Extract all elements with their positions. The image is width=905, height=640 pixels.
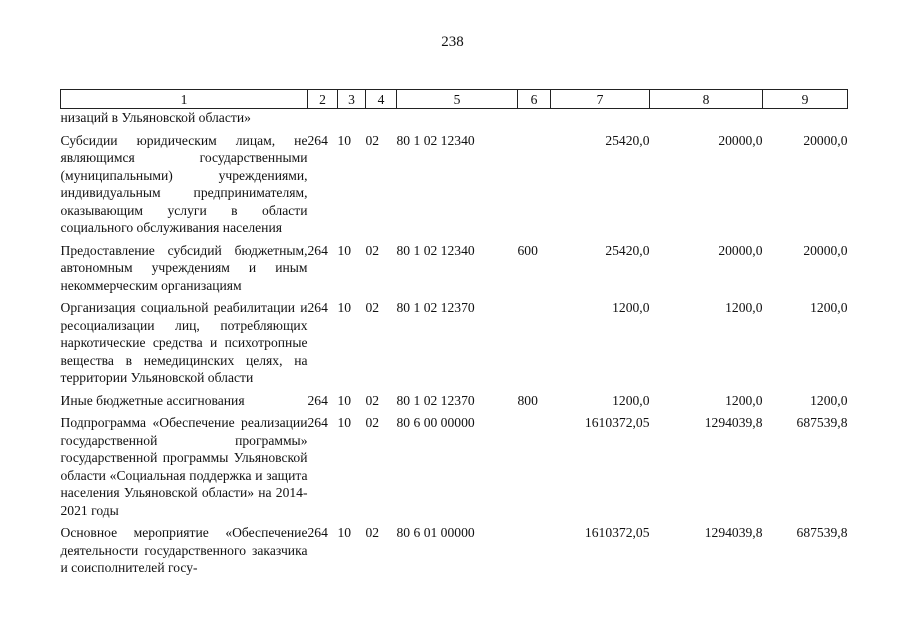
column-header: 5 bbox=[397, 90, 518, 109]
cell-amount-3: 687539,8 bbox=[796, 415, 848, 430]
table-row bbox=[61, 132, 848, 242]
cell-subsection: 02 bbox=[365, 300, 380, 315]
cell-expense-type bbox=[518, 414, 551, 524]
page-number: 238 bbox=[441, 34, 464, 50]
cell-amount-1: 1200,0 bbox=[612, 392, 650, 408]
cell-ministry: 264 bbox=[307, 242, 328, 258]
table-row bbox=[61, 392, 848, 415]
cell-target-article: 80 1 02 12370 bbox=[396, 300, 475, 315]
header-row bbox=[61, 90, 848, 109]
cell-amount-3: 687539,8 bbox=[796, 525, 848, 540]
cell-amount-3: 20000,0 bbox=[803, 242, 848, 258]
cell-ministry: 264 bbox=[307, 415, 328, 430]
table-row bbox=[61, 109, 848, 132]
cell-section: 10 bbox=[337, 242, 352, 258]
cell-amount-2: 20000,0 bbox=[718, 242, 763, 258]
cell-section: 10 bbox=[337, 132, 352, 148]
cell-amount-1: 1200,0 bbox=[612, 300, 650, 315]
row-name: Предоставление субсидий бюджетным, автономным учреждениям и иным некоммерческим организациям bbox=[60, 242, 308, 293]
cell-target-article: 80 6 01 00000 bbox=[396, 525, 475, 540]
cell-amount-3: 1200,0 bbox=[810, 392, 848, 408]
row-name: Основное мероприятие «Обеспечение деятельности государственного заказчика и соисполнителей госу- bbox=[60, 525, 308, 575]
cell-amount-2: 1294039,8 bbox=[704, 525, 763, 540]
cell-subsection: 02 bbox=[365, 525, 380, 540]
cell-amount-2: 1200,0 bbox=[725, 300, 763, 315]
cell-amount-2: 1200,0 bbox=[725, 392, 763, 408]
cell-expense-type: 600 bbox=[517, 242, 538, 258]
cell-ministry: 264 bbox=[307, 525, 328, 540]
table-row bbox=[61, 524, 848, 582]
cell-amount-2: 1294039,8 bbox=[704, 415, 763, 430]
cell-amount-1: 25420,0 bbox=[605, 132, 650, 148]
cell-expense-type bbox=[518, 299, 551, 392]
column-header: 6 bbox=[518, 90, 551, 109]
cell-amount-2: 20000,0 bbox=[718, 132, 763, 148]
table-row bbox=[61, 299, 848, 392]
cell-section: 10 bbox=[337, 415, 352, 430]
cell-section: 10 bbox=[337, 525, 352, 540]
cell-amount-3: 1200,0 bbox=[810, 300, 848, 315]
row-name: Иные бюджетные ассигнования bbox=[60, 392, 245, 408]
column-header: 4 bbox=[366, 90, 397, 109]
column-header: 7 bbox=[551, 90, 650, 109]
column-header: 3 bbox=[338, 90, 366, 109]
row-name: Подпрограмма «Обеспечение реализации государственной программы» государственной программы Ульяновской области «Социальная поддержка и защита населения Ульяновской области» на 2014-2021 годы bbox=[60, 415, 308, 518]
cell-ministry: 264 bbox=[307, 132, 328, 148]
cell-amount-1: 1610372,05 bbox=[584, 525, 650, 540]
cell-expense-type bbox=[518, 132, 551, 242]
table-row bbox=[61, 414, 848, 524]
cell-ministry: 264 bbox=[307, 392, 328, 408]
row-name: низаций в Ульяновской области» bbox=[60, 110, 251, 125]
column-header: 8 bbox=[650, 90, 763, 109]
cell-amount-1: 1610372,05 bbox=[584, 415, 650, 430]
cell-target-article: 80 1 02 12370 bbox=[396, 392, 475, 408]
cell-amount-3: 20000,0 bbox=[803, 132, 848, 148]
budget-table bbox=[60, 89, 848, 582]
cell-ministry: 264 bbox=[307, 300, 328, 315]
cell-subsection: 02 bbox=[365, 392, 380, 408]
cell-amount-1: 25420,0 bbox=[605, 242, 650, 258]
column-header: 1 bbox=[61, 90, 308, 109]
column-header: 9 bbox=[763, 90, 848, 109]
table-row bbox=[61, 242, 848, 300]
cell-expense-type bbox=[518, 524, 551, 582]
column-header: 2 bbox=[308, 90, 338, 109]
cell-target-article: 80 1 02 12340 bbox=[396, 132, 475, 148]
row-name: Субсидии юридическим лицам, не являющимся государственными (муниципальными) учреждениями, индивидуальным предпринимателям, оказывающим услуги в области социального обслуживания населения bbox=[60, 132, 308, 235]
cell-target-article: 80 6 00 00000 bbox=[396, 415, 475, 430]
row-name: Организация социальной реабилитации и ресоциализации лиц, потребляющих наркотические средства и психотропные вещества в немедицинских целях, на территории Ульяновской области bbox=[60, 300, 308, 385]
cell-subsection: 02 bbox=[365, 132, 380, 148]
cell-section: 10 bbox=[337, 300, 352, 315]
cell-subsection: 02 bbox=[365, 242, 380, 258]
cell-section: 10 bbox=[337, 392, 352, 408]
cell-expense-type: 800 bbox=[517, 392, 538, 408]
cell-target-article: 80 1 02 12340 bbox=[396, 242, 475, 258]
cell-subsection: 02 bbox=[365, 415, 380, 430]
